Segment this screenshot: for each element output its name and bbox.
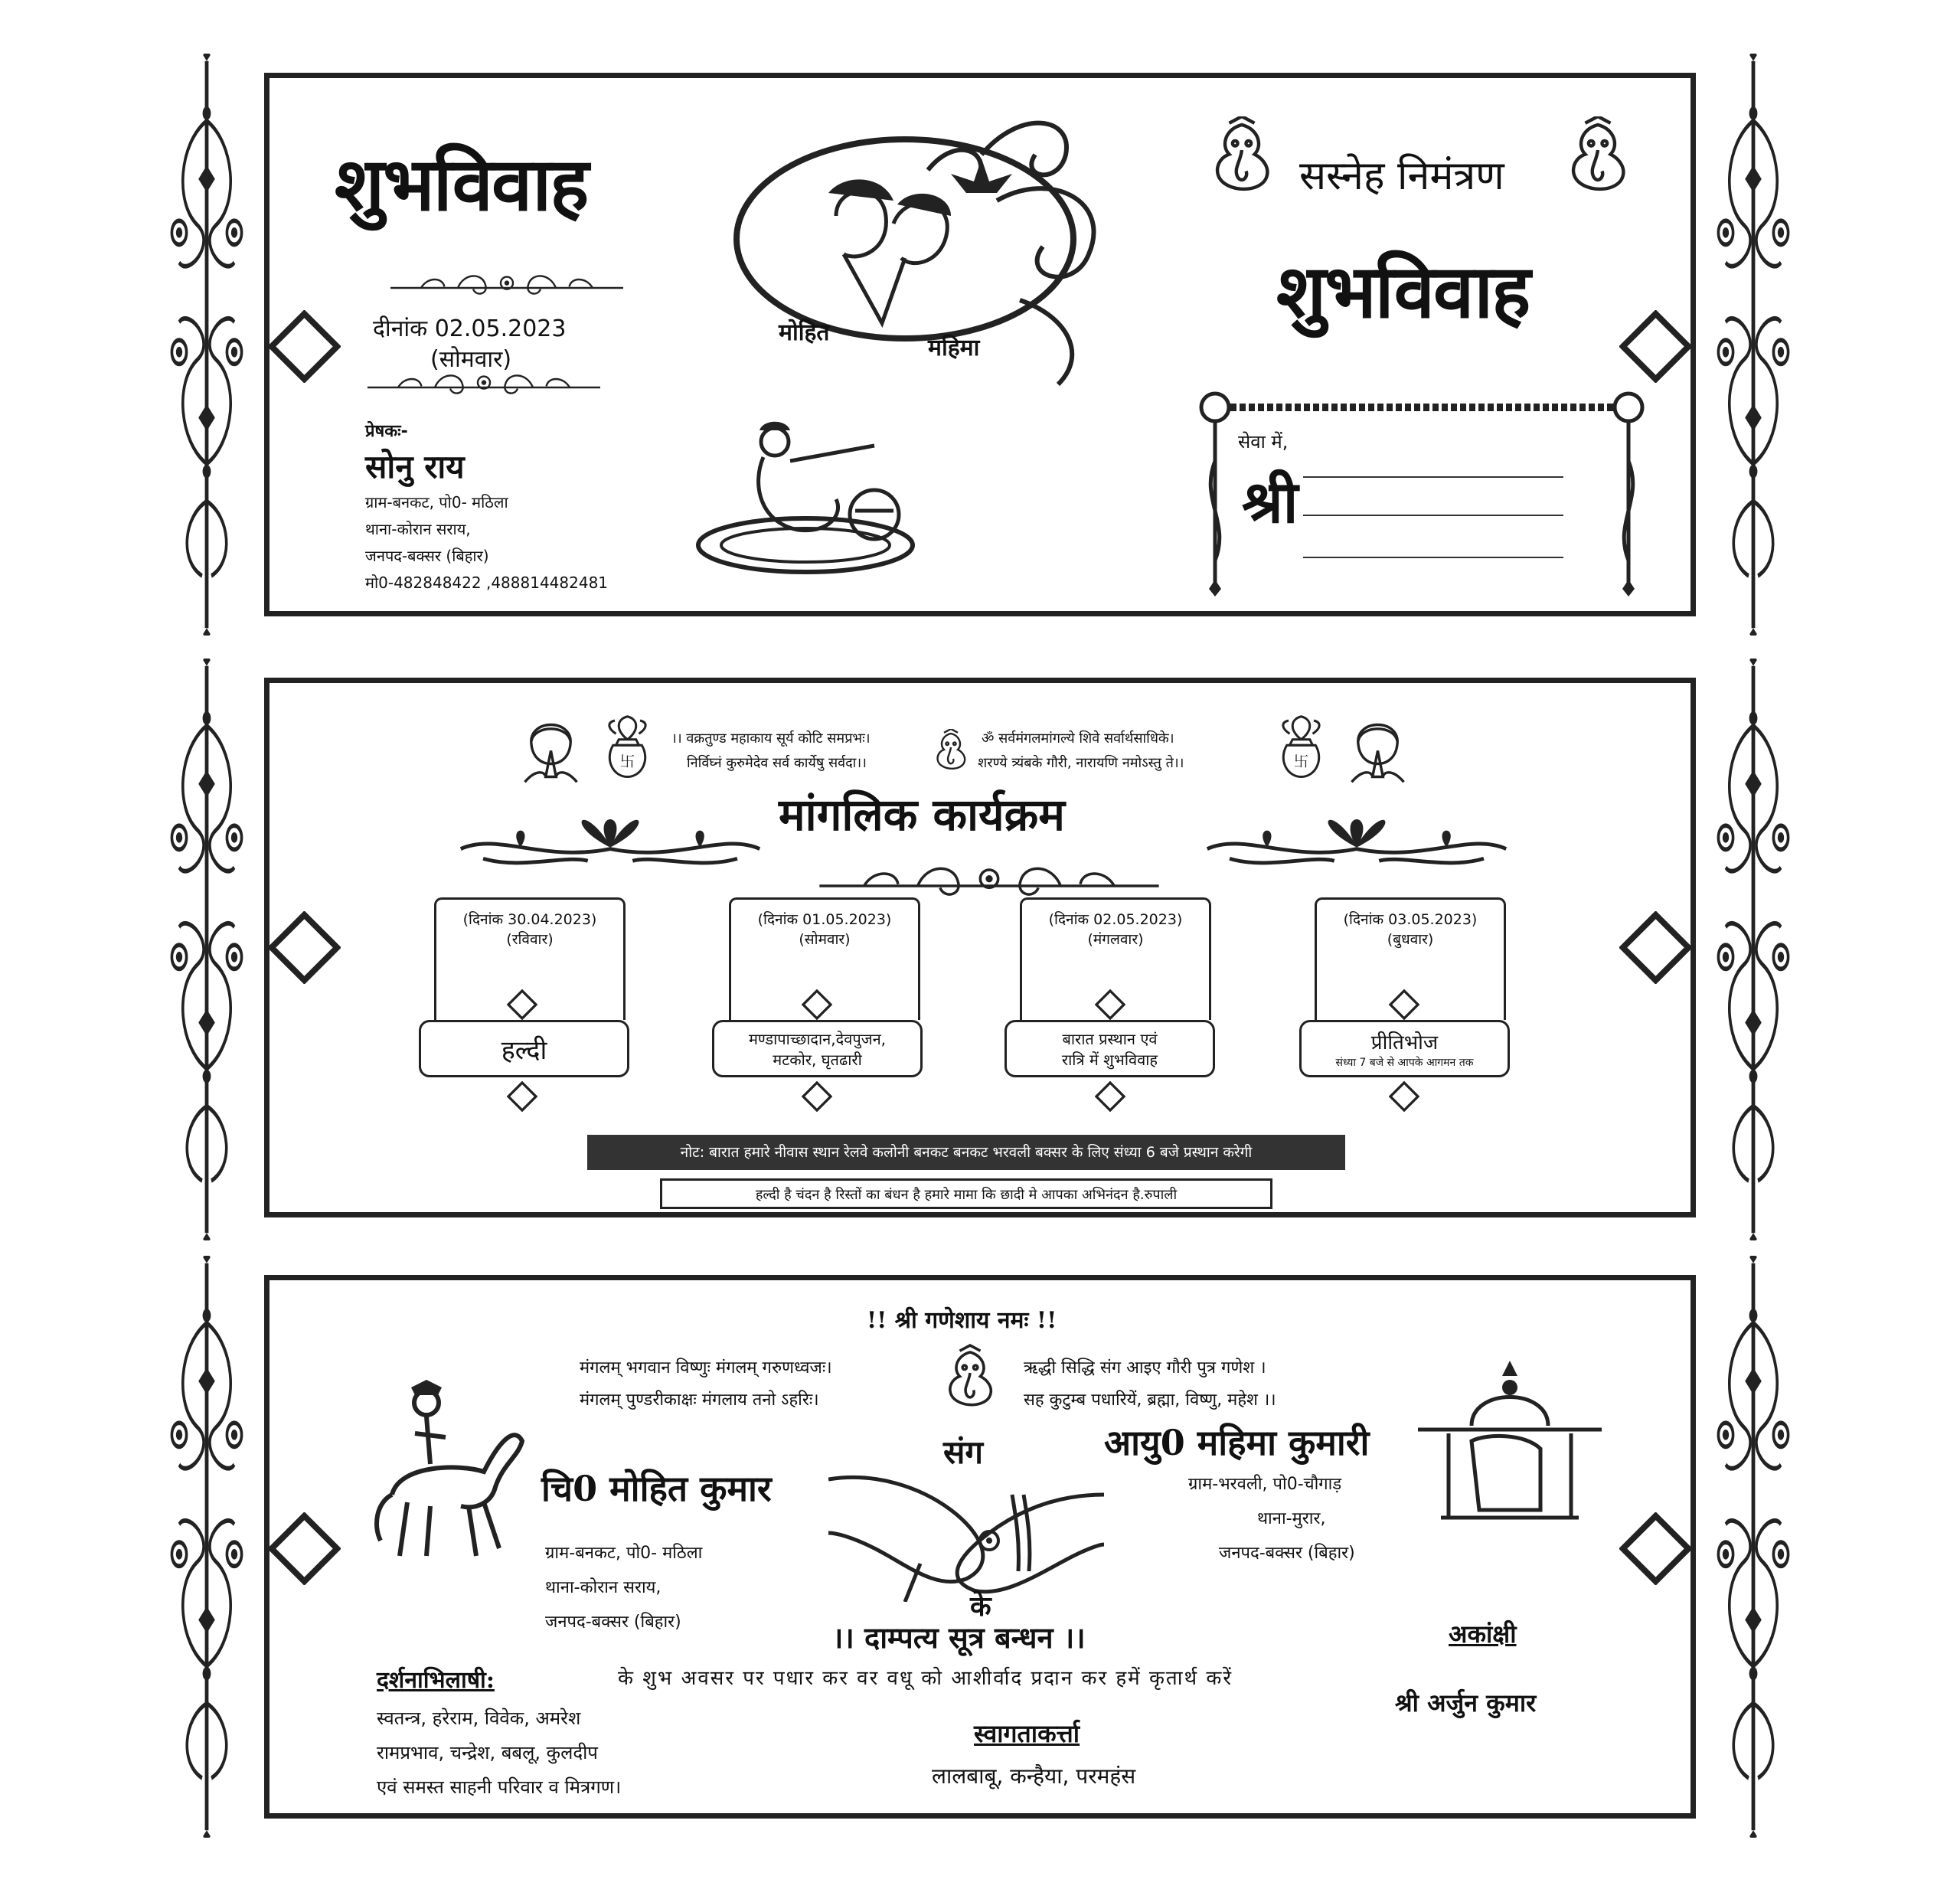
groom-on-horse-illustration: [369, 1380, 530, 1564]
sender-mobile: मो0-482848422 ,488814482481: [365, 574, 609, 592]
akanshi-label: अकांक्षी: [1449, 1619, 1517, 1649]
welcome-label: स्वागताकर्त्ता: [974, 1719, 1080, 1748]
diamond-ornament: [1619, 911, 1692, 984]
diamond-ornament: [1095, 989, 1125, 1020]
shloka-right-line: ॐ सर्वमंगलमांगल्ये शिवे सर्वार्थसाधिके।: [982, 730, 1174, 747]
event-title: हल्दी: [501, 1034, 547, 1066]
invocation: !! श्री गणेशाय नमः !!: [867, 1307, 1057, 1334]
title-flourish-bottom: [361, 369, 606, 406]
heading-leaf-flourish-left: [453, 802, 767, 871]
side-ornament-left: [161, 54, 253, 636]
welcome-names: लालबाबू, कन्हैया, परमहंस: [932, 1763, 1136, 1789]
sender-label: प्रेषकः-: [365, 422, 408, 441]
wedding-day: (सोमवार): [430, 346, 512, 373]
seva-label: सेवा में,: [1238, 431, 1289, 453]
shloka-left-line: निर्विघ्नं कुरुमेदेव सर्व कार्येषु सर्वदा।।: [687, 755, 867, 771]
diamond-ornament: [1619, 1512, 1692, 1585]
mantra-left-line: मंगलम् भगवान विष्णुः मंगलम् गरुणध्वजः।: [580, 1358, 832, 1378]
namaste-icon: [518, 702, 583, 786]
event-date: (दिनांक 02.05.2023): [1048, 911, 1183, 928]
event-subtitle: रात्रि में शुभविवाह: [1061, 1050, 1158, 1069]
side-ornament-right: [1707, 1256, 1799, 1838]
groom-name: चि0 मोहित कुमार: [541, 1468, 772, 1509]
diamond-ornament: [1389, 1081, 1419, 1112]
address-line: [1303, 476, 1563, 478]
event-date: (दिनांक 01.05.2023): [757, 911, 892, 928]
ceremonies-heading: मांगलिक कार्यक्रम: [779, 789, 1065, 841]
darshan-name-line: रामप्रभाव, चन्द्रेश, बबलू, कुलदीप: [377, 1742, 598, 1763]
blessing-line: के शुभ अवसर पर पधार कर वर वधू को आशीर्वाद प्रदान कर हमें कृतार्थ करें: [618, 1667, 1233, 1690]
side-ornament-left: [161, 1256, 253, 1838]
event-day: (बुधवार): [1387, 931, 1434, 948]
wedding-date: दीनांक 02.05.2023: [373, 315, 567, 342]
diamond-ornament: [268, 1512, 341, 1585]
bride-address-line: ग्राम-भरवली, पो0-चौगाड़: [1188, 1475, 1342, 1494]
bride-name: आयु0 महिमा कुमारी: [1104, 1422, 1370, 1463]
shloka-right-line: शरण्ये त्र्यंबके गौरी, नारायणि नमोऽस्तु ते।।: [978, 755, 1184, 771]
event-date: (दिनांक 30.04.2023): [462, 911, 597, 928]
ganesh-icon: [1200, 116, 1284, 201]
title-flourish-top: [384, 270, 629, 306]
bride-address-line: थाना-मुरार,: [1257, 1509, 1326, 1528]
event-title: प्रीतिभोज: [1370, 1031, 1439, 1054]
kalash-icon: [599, 710, 656, 786]
diamond-ornament: [1095, 1081, 1125, 1112]
groom-short-name: मोहित: [779, 319, 830, 346]
wedding-invitation-card: [264, 1275, 1696, 1819]
event-box: [712, 1020, 923, 1077]
side-ornament-left: [161, 659, 253, 1240]
shloka-left-line: ।। वक्रतुण्ड महाकाय सूर्य कोटि समप्रभः।: [671, 730, 871, 747]
event-title: मण्डापाच्छादान,देवपुजन,: [748, 1029, 887, 1048]
akanshi-name: श्री अर्जुन कुमार: [1395, 1688, 1537, 1717]
side-ornament-right: [1707, 54, 1799, 636]
address-line: [1303, 515, 1563, 516]
ganesh-icon: [928, 729, 974, 775]
ganesh-icon: [1556, 116, 1640, 201]
event-subtitle: मटकोर, घृतढारी: [773, 1050, 862, 1069]
event-day: (सोमवार): [799, 931, 851, 948]
diamond-ornament: [268, 911, 341, 984]
shri-label: श्री: [1242, 468, 1298, 536]
left-shubh-vivah-title: शुभविवाह: [335, 141, 588, 227]
event-box: [1299, 1020, 1510, 1077]
ceremony-schedule-card: [264, 678, 1696, 1217]
invite-heading: सस्नेह निमंत्रण: [1299, 153, 1504, 199]
groom-address-line: ग्राम-बनकट, पो0- मठिला: [545, 1544, 703, 1563]
diamond-ornament: [507, 989, 537, 1020]
darshan-label: दर्शनाभिलाषी:: [377, 1667, 495, 1694]
bandhan-title: ।। दाम्पत्य सूत्र बन्धन ।।: [832, 1620, 1086, 1655]
groom-address-line: जनपद-बक्सर (बिहार): [545, 1613, 681, 1632]
right-shubh-vivah-title: शुभविवाह: [1276, 248, 1530, 335]
kalash-icon: [1272, 710, 1330, 786]
palanquin-illustration: [1418, 1357, 1602, 1533]
sender-address-line: थाना-कोरान सराय,: [365, 520, 471, 538]
ganesh-icon: [936, 1342, 1004, 1418]
event-day: (रविवार): [506, 931, 554, 948]
sender-address-line: जनपद-बक्सर (बिहार): [365, 547, 489, 565]
diamond-ornament: [1389, 989, 1419, 1020]
sender-address-line: ग्राम-बनकट, पो0- मठिला: [365, 493, 508, 511]
side-ornament-right: [1707, 659, 1799, 1240]
mantra-right-line: ऋद्धी सिद्धि संग आइए गौरी पुत्र गणेश ।: [1024, 1358, 1266, 1378]
darshan-name-line: एवं समस्त साहनी परिवार व मित्रगण।: [377, 1776, 622, 1798]
diamond-ornament: [1619, 310, 1692, 383]
event-date: (दिनांक 03.05.2023): [1343, 911, 1478, 928]
event-subtitle: संध्या 7 बजे से आपके आगमन तक: [1335, 1057, 1474, 1069]
procession-note: नोट: बारात हमारे नीवास स्थान रेलवे कलोनी बनकट बनकट भरवली बक्सर के लिए संध्या 6 बजे प्रस्थान करेगी: [587, 1135, 1345, 1170]
shehnai-player-illustration: [691, 415, 943, 576]
invitation-cover-card: [264, 73, 1696, 616]
sender-name: सोनु राय: [365, 448, 465, 485]
diamond-ornament: [268, 310, 341, 383]
bride-short-name: महिमा: [928, 335, 980, 361]
ke-label: के: [970, 1590, 991, 1623]
mantra-right-line: सह कुटुम्ब पधारियें, ब्रह्मा, विष्णु, महेश ।।: [1024, 1391, 1276, 1410]
event-day: (मंगलवार): [1087, 931, 1144, 948]
bride-address-line: जनपद-बक्सर (बिहार): [1219, 1544, 1355, 1563]
event-box: [419, 1020, 629, 1077]
couplet-box: हल्दी है चंदन है रिस्तों का बंधन है हमारे मामा कि छादी मे आपका अभिनंदन है.रुपाली: [660, 1178, 1272, 1209]
event-box: [1004, 1020, 1215, 1077]
couple-illustration: [729, 109, 1158, 461]
diamond-ornament: [507, 1081, 537, 1112]
event-title: बारात प्रस्थान एवं: [1062, 1029, 1158, 1048]
address-line: [1303, 557, 1563, 558]
sang-label: संग: [943, 1433, 984, 1471]
namaste-icon: [1345, 702, 1410, 786]
groom-address-line: थाना-कोरान सराय,: [545, 1578, 662, 1597]
darshan-name-line: स्वतन्त्र, हरेराम, विवेक, अमरेश: [377, 1708, 581, 1729]
diamond-ornament: [802, 1081, 832, 1112]
mantra-left-line: मंगलम् पुण्डरीकाक्षः मंगलाय तनो ऽहरिः।: [580, 1391, 819, 1410]
heading-leaf-flourish-right: [1200, 802, 1514, 871]
diamond-ornament: [802, 989, 832, 1020]
